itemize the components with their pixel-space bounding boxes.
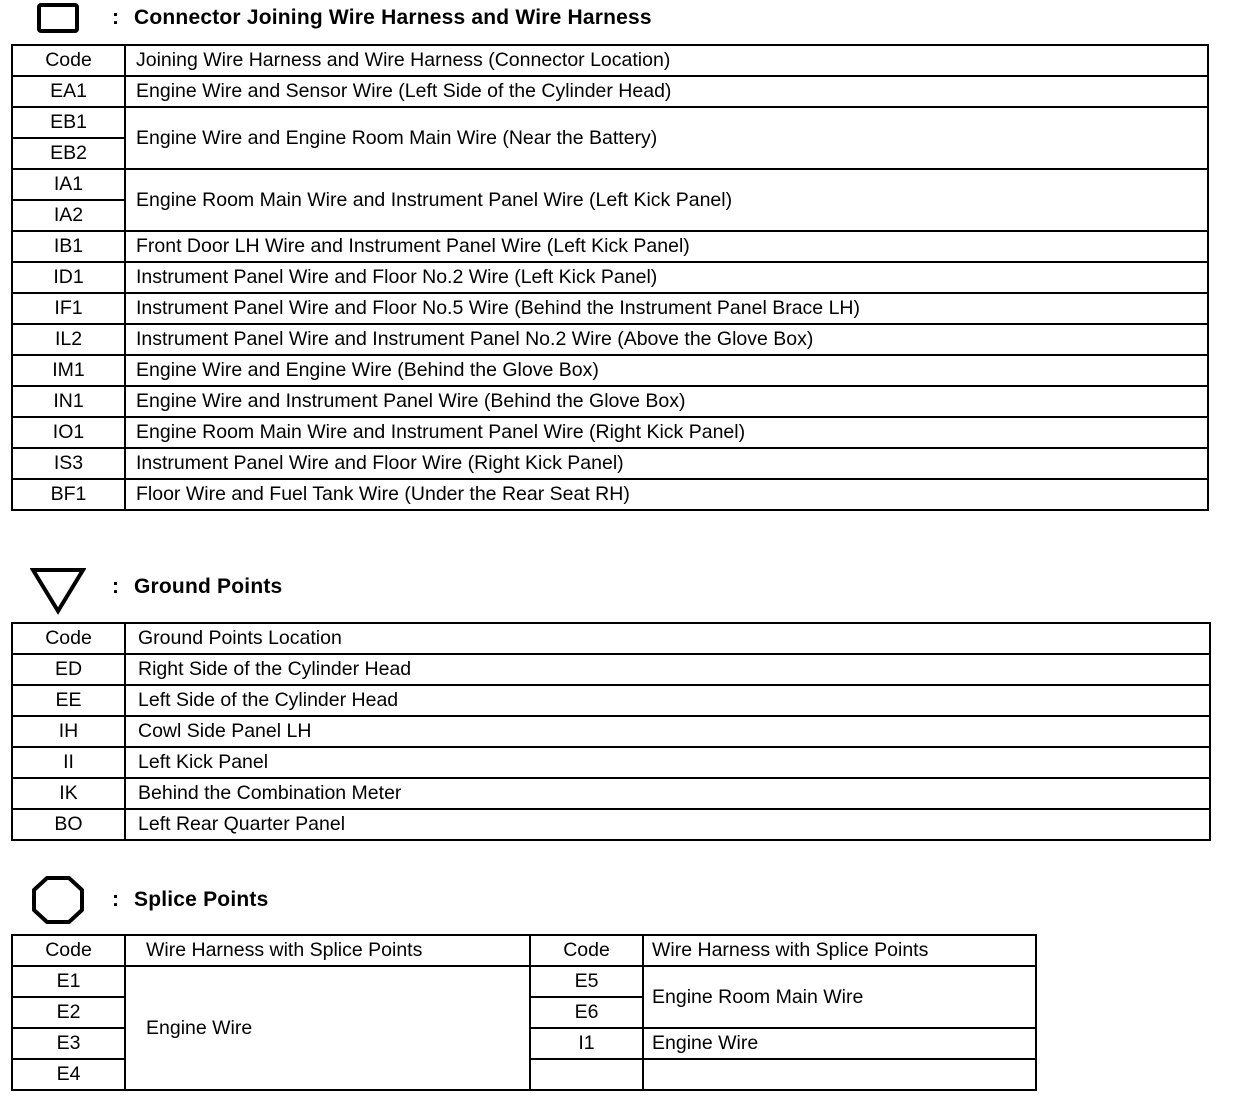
splice-code: E3 (12, 1028, 125, 1059)
ground-location: Behind the Combination Meter (125, 778, 1210, 809)
connector-location: Instrument Panel Wire and Floor Wire (Right Kick Panel) (125, 448, 1208, 479)
ground-location: Cowl Side Panel LH (125, 716, 1210, 747)
ground-section-colon: : (112, 575, 119, 598)
table-row (12, 107, 1208, 138)
splice-code-empty (530, 1059, 643, 1090)
ground-section-title: Ground Points (134, 575, 283, 598)
location-column-header: Joining Wire Harness and Wire Harness (Connector Location) (125, 45, 1208, 76)
table-row (12, 231, 1208, 262)
code-column-header: Code (530, 935, 643, 966)
code-column-header: Code (12, 623, 125, 654)
connector-location: Engine Room Main Wire and Instrument Panel Wire (Right Kick Panel) (125, 417, 1208, 448)
ground-location: Right Side of the Cylinder Head (125, 654, 1210, 685)
connector-code: IL2 (12, 324, 125, 355)
splice-code: E4 (12, 1059, 125, 1090)
table-row (12, 966, 1036, 997)
code-column-header: Code (12, 935, 125, 966)
table-row (12, 417, 1208, 448)
ground-code: II (12, 747, 125, 778)
splice-points-table (11, 934, 1037, 1091)
connector-location: Floor Wire and Fuel Tank Wire (Under the Rear Seat RH) (125, 479, 1208, 510)
inverted-triangle-icon (30, 567, 86, 607)
splice-code: E6 (530, 997, 643, 1028)
octagon-icon (30, 880, 86, 920)
splice-section-colon: : (112, 888, 119, 911)
connector-location: Engine Wire and Engine Room Main Wire (Near the Battery) (125, 107, 1208, 169)
table-row (12, 293, 1208, 324)
ground-code: ED (12, 654, 125, 685)
ground-code: BO (12, 809, 125, 840)
splice-harness: Engine Room Main Wire (643, 966, 1036, 1028)
connector-code: IN1 (12, 386, 125, 417)
splice-harness: Engine Wire (643, 1028, 1036, 1059)
location-column-header: Ground Points Location (125, 623, 1210, 654)
table-row (12, 355, 1208, 386)
connector-section-header (30, 0, 652, 38)
table-row (12, 809, 1210, 840)
connector-section-colon: : (112, 6, 119, 29)
connector-code: BF1 (12, 479, 125, 510)
table-row (12, 262, 1208, 293)
table-row (12, 479, 1208, 510)
table-row (12, 654, 1210, 685)
connector-location: Instrument Panel Wire and Floor No.5 Wire (Behind the Instrument Panel Brace LH) (125, 293, 1208, 324)
table-row (12, 169, 1208, 200)
splice-code: E5 (530, 966, 643, 997)
splice-section-title: Splice Points (134, 888, 269, 911)
connector-code: EB1 (12, 107, 125, 138)
table-row (12, 324, 1208, 355)
connector-code: ID1 (12, 262, 125, 293)
connector-code: IB1 (12, 231, 125, 262)
connector-code: IM1 (12, 355, 125, 386)
ground-location: Left Side of the Cylinder Head (125, 685, 1210, 716)
connector-location: Instrument Panel Wire and Instrument Panel No.2 Wire (Above the Glove Box) (125, 324, 1208, 355)
connector-table (11, 44, 1209, 511)
table-row (12, 76, 1208, 107)
ground-code: EE (12, 685, 125, 716)
table-row (12, 716, 1210, 747)
harness-column-header: Wire Harness with Splice Points (643, 935, 1036, 966)
connector-code: IF1 (12, 293, 125, 324)
ground-code: IK (12, 778, 125, 809)
table-row (12, 747, 1210, 778)
connector-code: IA2 (12, 200, 125, 231)
ground-points-table (11, 622, 1211, 841)
table-header-row (12, 935, 1036, 966)
splice-harness: Engine Wire (125, 966, 530, 1090)
connector-location: Engine Wire and Instrument Panel Wire (Behind the Glove Box) (125, 386, 1208, 417)
connector-section-title: Connector Joining Wire Harness and Wire Harness (134, 6, 652, 29)
connector-code: IA1 (12, 169, 125, 200)
connector-code: EA1 (12, 76, 125, 107)
code-column-header: Code (12, 45, 125, 76)
connector-location: Engine Wire and Engine Wire (Behind the Glove Box) (125, 355, 1208, 386)
connector-code: IS3 (12, 448, 125, 479)
ground-section-header (30, 567, 282, 607)
ground-location: Left Kick Panel (125, 747, 1210, 778)
harness-column-header: Wire Harness with Splice Points (125, 935, 530, 966)
table-header-row (12, 45, 1208, 76)
connector-location: Instrument Panel Wire and Floor No.2 Wire (Left Kick Panel) (125, 262, 1208, 293)
square-icon (30, 0, 86, 38)
splice-code: I1 (530, 1028, 643, 1059)
ground-code: IH (12, 716, 125, 747)
connector-location: Front Door LH Wire and Instrument Panel Wire (Left Kick Panel) (125, 231, 1208, 262)
connector-location: Engine Wire and Sensor Wire (Left Side of the Cylinder Head) (125, 76, 1208, 107)
connector-location: Engine Room Main Wire and Instrument Panel Wire (Left Kick Panel) (125, 169, 1208, 231)
table-row (12, 778, 1210, 809)
splice-section-header (30, 880, 268, 920)
table-row (12, 386, 1208, 417)
connector-code: EB2 (12, 138, 125, 169)
splice-code: E2 (12, 997, 125, 1028)
splice-harness-empty (643, 1059, 1036, 1090)
splice-code: E1 (12, 966, 125, 997)
ground-location: Left Rear Quarter Panel (125, 809, 1210, 840)
table-row (12, 685, 1210, 716)
table-row (12, 448, 1208, 479)
table-header-row (12, 623, 1210, 654)
connector-code: IO1 (12, 417, 125, 448)
